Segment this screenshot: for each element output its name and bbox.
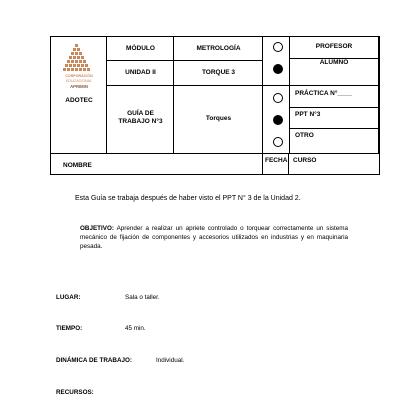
logo-cell <box>51 37 107 154</box>
ppt-radio[interactable] <box>273 115 283 125</box>
logo-line-3: APRIMIN <box>70 84 88 89</box>
objetivo-text: Aprender a realizar un apriete controlado o torquear correctamente un sistema mecánico de fijación de componentes y accesorios utilizados en industrias y en maquinaria pesada. <box>80 225 348 250</box>
lugar-value: Sala o taller. <box>125 294 160 301</box>
intro-text: Esta Guía se trabaja después de haber visto el PPT N° 3 de la Unidad 2. <box>75 195 301 202</box>
unidad-value-cell <box>174 61 263 86</box>
nombre-cell[interactable] <box>51 154 263 174</box>
fecha-cell[interactable] <box>263 154 289 174</box>
unidad-label-cell <box>107 61 174 86</box>
unidad-label: UNIDAD II <box>125 69 156 76</box>
logo-caption: ADOTEC <box>65 97 93 104</box>
guia-label-cell <box>107 86 174 154</box>
profesor-radio[interactable] <box>273 42 283 52</box>
type-cell <box>263 86 379 154</box>
logo-line-2: EDUCACIONAL <box>66 79 92 83</box>
objetivo-block <box>80 224 348 251</box>
tiempo-value: 45 min. <box>125 325 146 332</box>
fecha-label: FECHA <box>265 157 288 164</box>
curso-label: CURSO <box>293 157 317 164</box>
alumno-radio[interactable] <box>273 64 283 74</box>
profesor-label: PROFESOR <box>315 43 353 50</box>
ppt-label: PPT N°3 <box>295 111 321 118</box>
modulo-label: MÓDULO <box>126 45 155 52</box>
audience-cell <box>263 37 379 86</box>
dinamica-label: DINÁMICA DE TRABAJO: <box>56 357 133 364</box>
guia-value: Torques <box>205 115 232 122</box>
alumno-label: ALUMNO <box>319 59 349 66</box>
nombre-label: NOMBRE <box>63 162 92 169</box>
practica-radio[interactable] <box>273 93 283 103</box>
dinamica-value: Individual. <box>156 357 185 364</box>
guia-value-cell <box>174 86 263 154</box>
lugar-label: LUGAR: <box>56 294 81 301</box>
otro-label: OTRO <box>295 132 314 139</box>
logo-line-1: CORPORACIÓN <box>65 74 93 78</box>
recursos-label: RECURSOS: <box>56 389 94 396</box>
practica-label: PRÁCTICA N°____ <box>295 90 352 97</box>
aprimin-logo-icon <box>59 43 99 73</box>
header-table <box>50 36 380 175</box>
modulo-value-cell <box>174 37 263 61</box>
curso-cell[interactable] <box>289 154 379 174</box>
guia-label: GUÍA DE TRABAJO N°3 <box>118 110 163 125</box>
tiempo-label: TIEMPO: <box>56 325 83 332</box>
objetivo-label: OBJETIVO: <box>80 225 114 232</box>
otro-radio[interactable] <box>273 137 283 147</box>
modulo-value: METROLOGÍA <box>196 45 241 52</box>
unidad-value: TORQUE 3 <box>201 69 236 76</box>
modulo-label-cell <box>107 37 174 61</box>
